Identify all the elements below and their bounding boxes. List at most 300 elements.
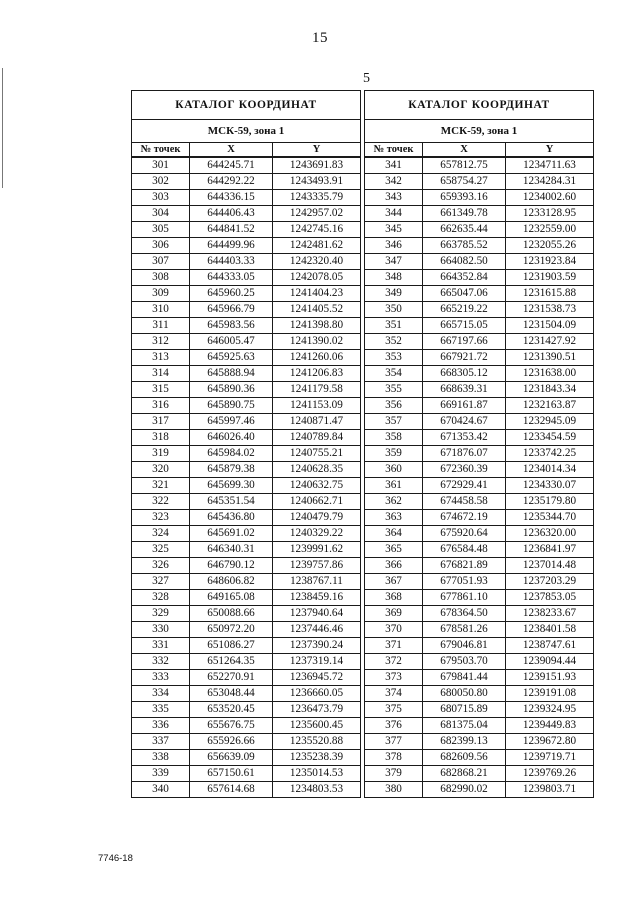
point-number-cell: 323 bbox=[132, 510, 190, 526]
point-number-cell: 367 bbox=[365, 574, 423, 590]
y-coordinate-cell: 1242320.40 bbox=[273, 254, 361, 270]
y-coordinate-cell: 1239769.26 bbox=[506, 766, 594, 782]
point-number-cell: 374 bbox=[365, 686, 423, 702]
x-coordinate-cell: 646026.40 bbox=[190, 430, 273, 446]
catalog-title: КАТАЛОГ КООРДИНАТ bbox=[132, 91, 361, 120]
point-number-cell: 352 bbox=[365, 334, 423, 350]
y-coordinate-cell: 1234284.31 bbox=[506, 174, 594, 190]
x-coordinate-cell: 645960.25 bbox=[190, 286, 273, 302]
x-coordinate-cell: 672360.39 bbox=[423, 462, 506, 478]
x-coordinate-cell: 682990.02 bbox=[423, 782, 506, 798]
point-number-cell: 368 bbox=[365, 590, 423, 606]
table-row bbox=[365, 222, 594, 238]
y-coordinate-cell: 1231638.00 bbox=[506, 366, 594, 382]
x-coordinate-cell: 679841.44 bbox=[423, 670, 506, 686]
point-number-cell: 321 bbox=[132, 478, 190, 494]
y-coordinate-cell: 1241390.02 bbox=[273, 334, 361, 350]
table-row bbox=[132, 622, 361, 638]
point-number-cell: 378 bbox=[365, 750, 423, 766]
table-row bbox=[132, 430, 361, 446]
y-coordinate-cell: 1232945.09 bbox=[506, 414, 594, 430]
x-coordinate-cell: 659393.16 bbox=[423, 190, 506, 206]
table-row bbox=[132, 718, 361, 734]
table-row bbox=[365, 766, 594, 782]
point-number-cell: 365 bbox=[365, 542, 423, 558]
x-coordinate-cell: 645984.02 bbox=[190, 446, 273, 462]
x-coordinate-cell: 664082.50 bbox=[423, 254, 506, 270]
y-coordinate-cell: 1243691.83 bbox=[273, 157, 361, 174]
x-coordinate-cell: 646340.31 bbox=[190, 542, 273, 558]
x-coordinate-cell: 668639.31 bbox=[423, 382, 506, 398]
table-row bbox=[132, 750, 361, 766]
point-number-cell: 351 bbox=[365, 318, 423, 334]
x-coordinate-cell: 677051.93 bbox=[423, 574, 506, 590]
table-row bbox=[132, 302, 361, 318]
point-number-cell: 359 bbox=[365, 446, 423, 462]
point-number-cell: 354 bbox=[365, 366, 423, 382]
point-number-cell: 344 bbox=[365, 206, 423, 222]
x-coordinate-cell: 667921.72 bbox=[423, 350, 506, 366]
x-coordinate-cell: 645351.54 bbox=[190, 494, 273, 510]
table-row bbox=[132, 574, 361, 590]
table-row bbox=[365, 622, 594, 638]
y-coordinate-cell: 1238401.58 bbox=[506, 622, 594, 638]
point-number-cell: 320 bbox=[132, 462, 190, 478]
x-coordinate-cell: 644841.52 bbox=[190, 222, 273, 238]
point-number-cell: 340 bbox=[132, 782, 190, 798]
table-row bbox=[132, 286, 361, 302]
x-coordinate-cell: 675920.64 bbox=[423, 526, 506, 542]
x-coordinate-cell: 681375.04 bbox=[423, 718, 506, 734]
table-row bbox=[365, 254, 594, 270]
point-number-cell: 333 bbox=[132, 670, 190, 686]
table-row bbox=[365, 446, 594, 462]
table-row bbox=[365, 174, 594, 190]
x-coordinate-cell: 665715.05 bbox=[423, 318, 506, 334]
table-row bbox=[132, 382, 361, 398]
y-coordinate-cell: 1239803.71 bbox=[506, 782, 594, 798]
table-row bbox=[132, 254, 361, 270]
y-coordinate-cell: 1239719.71 bbox=[506, 750, 594, 766]
x-coordinate-cell: 667197.66 bbox=[423, 334, 506, 350]
column-header-y: Y bbox=[273, 143, 361, 158]
y-coordinate-cell: 1239672.80 bbox=[506, 734, 594, 750]
point-number-cell: 341 bbox=[365, 157, 423, 174]
x-coordinate-cell: 663785.52 bbox=[423, 238, 506, 254]
x-coordinate-cell: 652270.91 bbox=[190, 670, 273, 686]
y-coordinate-cell: 1241206.83 bbox=[273, 366, 361, 382]
point-number-cell: 371 bbox=[365, 638, 423, 654]
table-row bbox=[365, 398, 594, 414]
y-coordinate-cell: 1242957.02 bbox=[273, 206, 361, 222]
table-row bbox=[365, 574, 594, 590]
point-number-cell: 342 bbox=[365, 174, 423, 190]
y-coordinate-cell: 1231843.34 bbox=[506, 382, 594, 398]
table-row bbox=[132, 542, 361, 558]
table-row bbox=[365, 318, 594, 334]
y-coordinate-cell: 1235179.80 bbox=[506, 494, 594, 510]
table-row bbox=[365, 430, 594, 446]
table-row bbox=[365, 494, 594, 510]
y-coordinate-cell: 1234002.60 bbox=[506, 190, 594, 206]
y-coordinate-cell: 1232559.00 bbox=[506, 222, 594, 238]
y-coordinate-cell: 1240479.79 bbox=[273, 510, 361, 526]
point-number-cell: 315 bbox=[132, 382, 190, 398]
table-row bbox=[365, 238, 594, 254]
point-number-cell: 303 bbox=[132, 190, 190, 206]
y-coordinate-cell: 1240789.84 bbox=[273, 430, 361, 446]
y-coordinate-cell: 1242481.62 bbox=[273, 238, 361, 254]
y-coordinate-cell: 1237940.64 bbox=[273, 606, 361, 622]
y-coordinate-cell: 1242078.05 bbox=[273, 270, 361, 286]
table-row bbox=[132, 270, 361, 286]
table-row bbox=[132, 190, 361, 206]
point-number-cell: 313 bbox=[132, 350, 190, 366]
x-coordinate-cell: 644499.96 bbox=[190, 238, 273, 254]
y-coordinate-cell: 1234803.53 bbox=[273, 782, 361, 798]
x-coordinate-cell: 657812.75 bbox=[423, 157, 506, 174]
y-coordinate-cell: 1239094.44 bbox=[506, 654, 594, 670]
y-coordinate-cell: 1235520.88 bbox=[273, 734, 361, 750]
point-number-cell: 376 bbox=[365, 718, 423, 734]
point-number-cell: 336 bbox=[132, 718, 190, 734]
y-coordinate-cell: 1241404.23 bbox=[273, 286, 361, 302]
x-coordinate-cell: 645691.02 bbox=[190, 526, 273, 542]
point-number-cell: 319 bbox=[132, 446, 190, 462]
x-coordinate-cell: 645699.30 bbox=[190, 478, 273, 494]
table-row bbox=[132, 478, 361, 494]
point-number-cell: 369 bbox=[365, 606, 423, 622]
y-coordinate-cell: 1239449.83 bbox=[506, 718, 594, 734]
point-number-cell: 370 bbox=[365, 622, 423, 638]
table-row bbox=[132, 782, 361, 798]
x-coordinate-cell: 649165.08 bbox=[190, 590, 273, 606]
catalog-title: КАТАЛОГ КООРДИНАТ bbox=[365, 91, 594, 120]
point-number-cell: 328 bbox=[132, 590, 190, 606]
table-row bbox=[132, 414, 361, 430]
x-coordinate-cell: 658754.27 bbox=[423, 174, 506, 190]
point-number-cell: 314 bbox=[132, 366, 190, 382]
column-header-point: № точек bbox=[132, 143, 190, 158]
point-number-cell: 350 bbox=[365, 302, 423, 318]
point-number-cell: 353 bbox=[365, 350, 423, 366]
y-coordinate-cell: 1241398.80 bbox=[273, 318, 361, 334]
y-coordinate-cell: 1237853.05 bbox=[506, 590, 594, 606]
point-number-cell: 308 bbox=[132, 270, 190, 286]
x-coordinate-cell: 679503.70 bbox=[423, 654, 506, 670]
x-coordinate-cell: 644403.33 bbox=[190, 254, 273, 270]
y-coordinate-cell: 1239991.62 bbox=[273, 542, 361, 558]
x-coordinate-cell: 645890.36 bbox=[190, 382, 273, 398]
table-row bbox=[132, 174, 361, 190]
section-mark: 5 bbox=[363, 71, 370, 86]
table-row bbox=[132, 510, 361, 526]
x-coordinate-cell: 669161.87 bbox=[423, 398, 506, 414]
point-number-cell: 364 bbox=[365, 526, 423, 542]
x-coordinate-cell: 674458.58 bbox=[423, 494, 506, 510]
point-number-cell: 305 bbox=[132, 222, 190, 238]
table-row bbox=[365, 270, 594, 286]
y-coordinate-cell: 1239151.93 bbox=[506, 670, 594, 686]
x-coordinate-cell: 676821.89 bbox=[423, 558, 506, 574]
x-coordinate-cell: 656639.09 bbox=[190, 750, 273, 766]
y-coordinate-cell: 1240662.71 bbox=[273, 494, 361, 510]
point-number-cell: 318 bbox=[132, 430, 190, 446]
x-coordinate-cell: 680050.80 bbox=[423, 686, 506, 702]
point-number-cell: 360 bbox=[365, 462, 423, 478]
y-coordinate-cell: 1231390.51 bbox=[506, 350, 594, 366]
x-coordinate-cell: 679046.81 bbox=[423, 638, 506, 654]
x-coordinate-cell: 670424.67 bbox=[423, 414, 506, 430]
table-row bbox=[132, 318, 361, 334]
y-coordinate-cell: 1239324.95 bbox=[506, 702, 594, 718]
y-coordinate-cell: 1234711.63 bbox=[506, 157, 594, 174]
y-coordinate-cell: 1243335.79 bbox=[273, 190, 361, 206]
table-row bbox=[365, 718, 594, 734]
point-number-cell: 310 bbox=[132, 302, 190, 318]
y-coordinate-cell: 1238747.61 bbox=[506, 638, 594, 654]
table-row bbox=[132, 157, 361, 174]
point-number-cell: 373 bbox=[365, 670, 423, 686]
table-row bbox=[132, 670, 361, 686]
table-row bbox=[365, 157, 594, 174]
x-coordinate-cell: 651086.27 bbox=[190, 638, 273, 654]
table-row bbox=[365, 654, 594, 670]
table-row bbox=[132, 238, 361, 254]
point-number-cell: 326 bbox=[132, 558, 190, 574]
y-coordinate-cell: 1231427.92 bbox=[506, 334, 594, 350]
point-number-cell: 317 bbox=[132, 414, 190, 430]
x-coordinate-cell: 645888.94 bbox=[190, 366, 273, 382]
x-coordinate-cell: 645925.63 bbox=[190, 350, 273, 366]
table-row bbox=[365, 734, 594, 750]
table-row bbox=[365, 542, 594, 558]
x-coordinate-cell: 645879.38 bbox=[190, 462, 273, 478]
x-coordinate-cell: 661349.78 bbox=[423, 206, 506, 222]
table-row bbox=[365, 478, 594, 494]
x-coordinate-cell: 644406.43 bbox=[190, 206, 273, 222]
point-number-cell: 330 bbox=[132, 622, 190, 638]
coordinates-table-right bbox=[364, 90, 594, 798]
x-coordinate-cell: 645890.75 bbox=[190, 398, 273, 414]
point-number-cell: 334 bbox=[132, 686, 190, 702]
x-coordinate-cell: 657614.68 bbox=[190, 782, 273, 798]
x-coordinate-cell: 645983.56 bbox=[190, 318, 273, 334]
table-row bbox=[365, 702, 594, 718]
point-number-cell: 331 bbox=[132, 638, 190, 654]
y-coordinate-cell: 1233742.25 bbox=[506, 446, 594, 462]
x-coordinate-cell: 644336.15 bbox=[190, 190, 273, 206]
point-number-cell: 372 bbox=[365, 654, 423, 670]
table-row bbox=[132, 366, 361, 382]
y-coordinate-cell: 1236320.00 bbox=[506, 526, 594, 542]
y-coordinate-cell: 1240329.22 bbox=[273, 526, 361, 542]
x-coordinate-cell: 648606.82 bbox=[190, 574, 273, 590]
y-coordinate-cell: 1240632.75 bbox=[273, 478, 361, 494]
point-number-cell: 309 bbox=[132, 286, 190, 302]
x-coordinate-cell: 678364.50 bbox=[423, 606, 506, 622]
y-coordinate-cell: 1238233.67 bbox=[506, 606, 594, 622]
y-coordinate-cell: 1236945.72 bbox=[273, 670, 361, 686]
point-number-cell: 361 bbox=[365, 478, 423, 494]
table-row bbox=[132, 494, 361, 510]
point-number-cell: 358 bbox=[365, 430, 423, 446]
y-coordinate-cell: 1236660.05 bbox=[273, 686, 361, 702]
point-number-cell: 356 bbox=[365, 398, 423, 414]
table-row bbox=[132, 526, 361, 542]
x-coordinate-cell: 653520.45 bbox=[190, 702, 273, 718]
point-number-cell: 327 bbox=[132, 574, 190, 590]
zone-label: МСК-59, зона 1 bbox=[365, 120, 594, 143]
y-coordinate-cell: 1240628.35 bbox=[273, 462, 361, 478]
point-number-cell: 302 bbox=[132, 174, 190, 190]
x-coordinate-cell: 646005.47 bbox=[190, 334, 273, 350]
y-coordinate-cell: 1237014.48 bbox=[506, 558, 594, 574]
y-coordinate-cell: 1241179.58 bbox=[273, 382, 361, 398]
x-coordinate-cell: 646790.12 bbox=[190, 558, 273, 574]
x-coordinate-cell: 678581.26 bbox=[423, 622, 506, 638]
point-number-cell: 324 bbox=[132, 526, 190, 542]
table-row bbox=[365, 382, 594, 398]
table-row bbox=[365, 366, 594, 382]
table-row bbox=[132, 686, 361, 702]
table-row bbox=[132, 606, 361, 622]
y-coordinate-cell: 1235238.39 bbox=[273, 750, 361, 766]
x-coordinate-cell: 676584.48 bbox=[423, 542, 506, 558]
coordinates-table-left bbox=[131, 90, 361, 798]
page-number: 15 bbox=[312, 30, 328, 46]
point-number-cell: 307 bbox=[132, 254, 190, 270]
x-coordinate-cell: 650088.66 bbox=[190, 606, 273, 622]
table-row bbox=[365, 334, 594, 350]
y-coordinate-cell: 1231538.73 bbox=[506, 302, 594, 318]
table-row bbox=[132, 638, 361, 654]
point-number-cell: 343 bbox=[365, 190, 423, 206]
y-coordinate-cell: 1231615.88 bbox=[506, 286, 594, 302]
y-coordinate-cell: 1237203.29 bbox=[506, 574, 594, 590]
zone-label: МСК-59, зона 1 bbox=[132, 120, 361, 143]
table-row bbox=[365, 286, 594, 302]
x-coordinate-cell: 671876.07 bbox=[423, 446, 506, 462]
column-header-x: X bbox=[423, 143, 506, 158]
table-row bbox=[365, 606, 594, 622]
point-number-cell: 348 bbox=[365, 270, 423, 286]
y-coordinate-cell: 1241260.06 bbox=[273, 350, 361, 366]
point-number-cell: 306 bbox=[132, 238, 190, 254]
point-number-cell: 301 bbox=[132, 157, 190, 174]
table-body bbox=[365, 157, 594, 798]
point-number-cell: 380 bbox=[365, 782, 423, 798]
y-coordinate-cell: 1236473.79 bbox=[273, 702, 361, 718]
table-row bbox=[132, 702, 361, 718]
table-row bbox=[365, 206, 594, 222]
y-coordinate-cell: 1232163.87 bbox=[506, 398, 594, 414]
x-coordinate-cell: 644292.22 bbox=[190, 174, 273, 190]
table-row bbox=[365, 302, 594, 318]
table-row bbox=[365, 190, 594, 206]
x-coordinate-cell: 644333.05 bbox=[190, 270, 273, 286]
document-code: 7746-18 bbox=[98, 853, 133, 864]
point-number-cell: 338 bbox=[132, 750, 190, 766]
y-coordinate-cell: 1233128.95 bbox=[506, 206, 594, 222]
y-coordinate-cell: 1233454.59 bbox=[506, 430, 594, 446]
point-number-cell: 322 bbox=[132, 494, 190, 510]
point-number-cell: 329 bbox=[132, 606, 190, 622]
table-row bbox=[365, 350, 594, 366]
column-header-point: № точек bbox=[365, 143, 423, 158]
point-number-cell: 316 bbox=[132, 398, 190, 414]
table-row bbox=[132, 398, 361, 414]
table-row bbox=[132, 462, 361, 478]
table-row bbox=[365, 686, 594, 702]
table-row bbox=[132, 766, 361, 782]
point-number-cell: 304 bbox=[132, 206, 190, 222]
x-coordinate-cell: 645997.46 bbox=[190, 414, 273, 430]
x-coordinate-cell: 662635.44 bbox=[423, 222, 506, 238]
x-coordinate-cell: 668305.12 bbox=[423, 366, 506, 382]
table-row bbox=[365, 782, 594, 798]
y-coordinate-cell: 1240755.21 bbox=[273, 446, 361, 462]
point-number-cell: 357 bbox=[365, 414, 423, 430]
point-number-cell: 335 bbox=[132, 702, 190, 718]
table-row bbox=[132, 590, 361, 606]
table-row bbox=[365, 558, 594, 574]
y-coordinate-cell: 1237446.46 bbox=[273, 622, 361, 638]
point-number-cell: 379 bbox=[365, 766, 423, 782]
point-number-cell: 346 bbox=[365, 238, 423, 254]
y-coordinate-cell: 1231504.09 bbox=[506, 318, 594, 334]
y-coordinate-cell: 1237390.24 bbox=[273, 638, 361, 654]
column-header-x: X bbox=[190, 143, 273, 158]
table-row bbox=[132, 446, 361, 462]
y-coordinate-cell: 1234330.07 bbox=[506, 478, 594, 494]
y-coordinate-cell: 1232055.26 bbox=[506, 238, 594, 254]
x-coordinate-cell: 655676.75 bbox=[190, 718, 273, 734]
y-coordinate-cell: 1239191.08 bbox=[506, 686, 594, 702]
margin-rule bbox=[2, 68, 3, 188]
point-number-cell: 347 bbox=[365, 254, 423, 270]
table-row bbox=[132, 350, 361, 366]
x-coordinate-cell: 645436.80 bbox=[190, 510, 273, 526]
point-number-cell: 355 bbox=[365, 382, 423, 398]
point-number-cell: 325 bbox=[132, 542, 190, 558]
point-number-cell: 332 bbox=[132, 654, 190, 670]
table-row bbox=[365, 462, 594, 478]
table-row bbox=[132, 334, 361, 350]
x-coordinate-cell: 682609.56 bbox=[423, 750, 506, 766]
x-coordinate-cell: 674672.19 bbox=[423, 510, 506, 526]
y-coordinate-cell: 1243493.91 bbox=[273, 174, 361, 190]
point-number-cell: 345 bbox=[365, 222, 423, 238]
table-row bbox=[365, 590, 594, 606]
x-coordinate-cell: 645966.79 bbox=[190, 302, 273, 318]
x-coordinate-cell: 665047.06 bbox=[423, 286, 506, 302]
x-coordinate-cell: 672929.41 bbox=[423, 478, 506, 494]
table-row bbox=[132, 654, 361, 670]
point-number-cell: 337 bbox=[132, 734, 190, 750]
column-header-y: Y bbox=[506, 143, 594, 158]
table-row bbox=[132, 206, 361, 222]
table-row bbox=[365, 750, 594, 766]
y-coordinate-cell: 1235014.53 bbox=[273, 766, 361, 782]
point-number-cell: 366 bbox=[365, 558, 423, 574]
x-coordinate-cell: 650972.20 bbox=[190, 622, 273, 638]
table-row bbox=[365, 510, 594, 526]
y-coordinate-cell: 1238459.16 bbox=[273, 590, 361, 606]
point-number-cell: 375 bbox=[365, 702, 423, 718]
table-row bbox=[132, 558, 361, 574]
table-row bbox=[365, 638, 594, 654]
